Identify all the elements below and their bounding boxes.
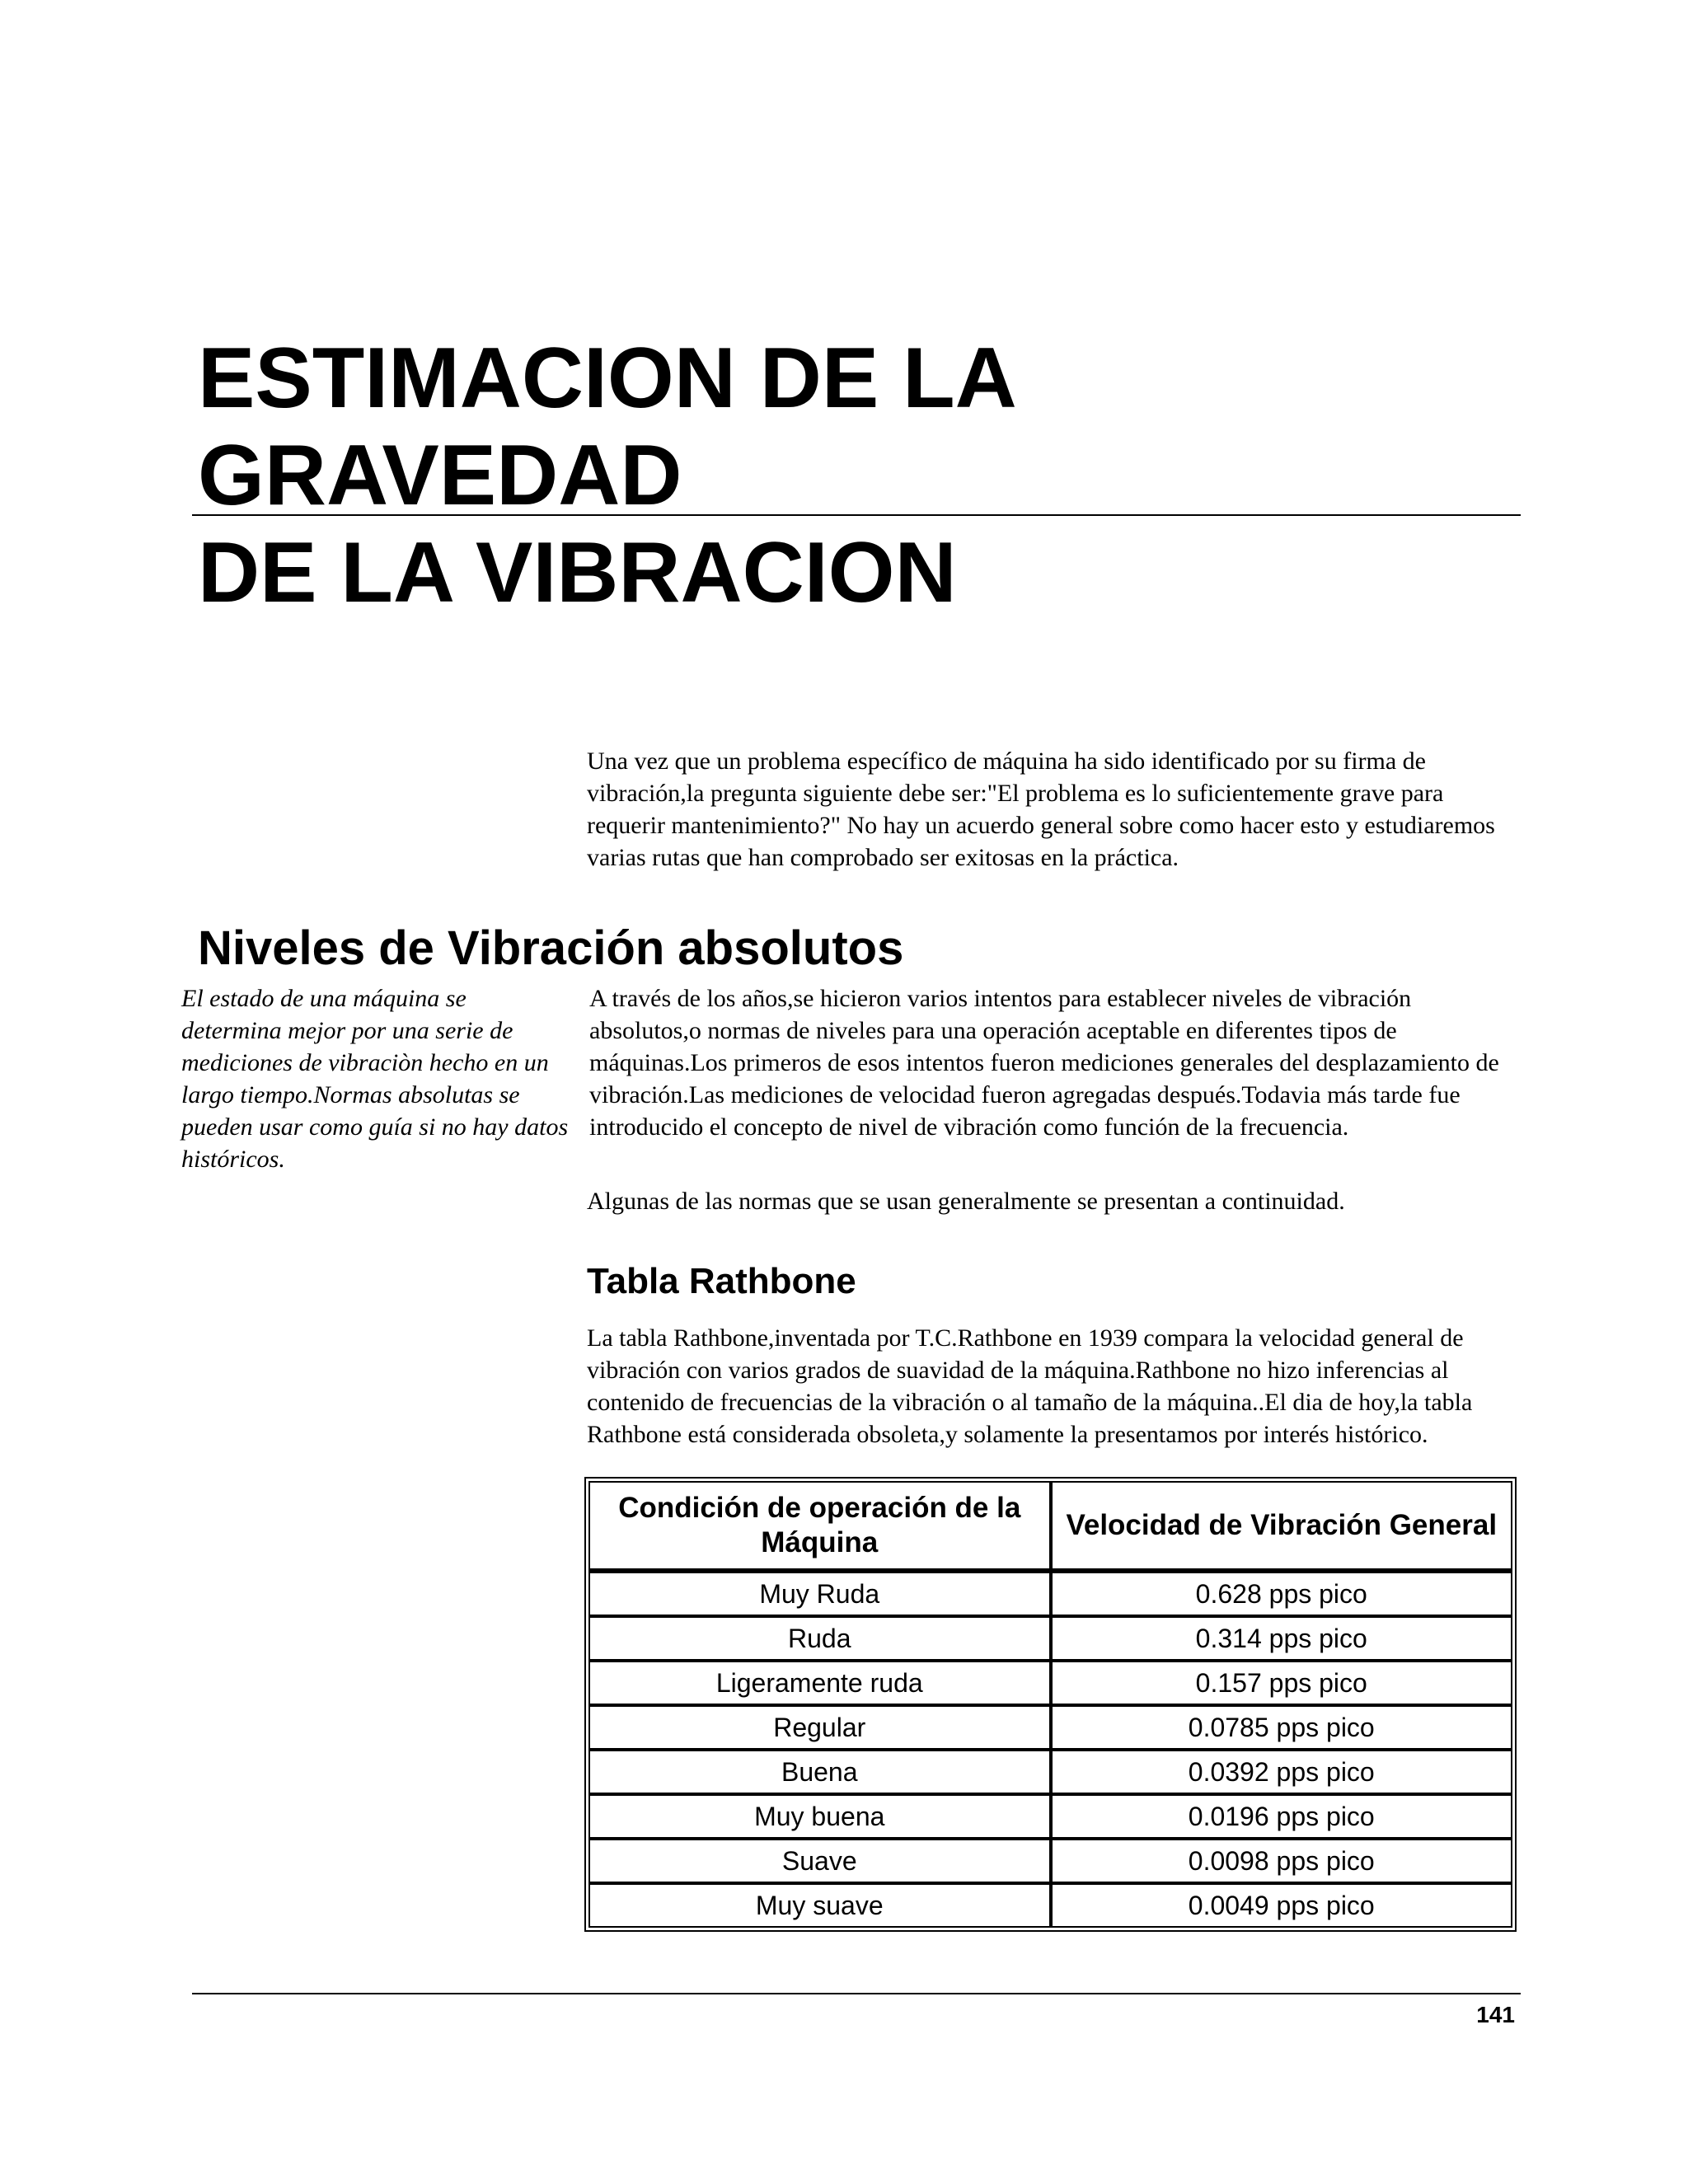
velocity-cell: 0.0098 pps pico (1051, 1839, 1513, 1883)
section-heading: Niveles de Vibración absolutos (198, 921, 904, 975)
table-row (588, 1570, 1512, 1616)
condition-cell: Muy Ruda (588, 1570, 1051, 1616)
section-paragraph-1: A través de los años,se hicieron varios intentos para establecer niveles de vibración absolutos,o normas de niveles para una operación aceptable en diferentes tipos de máquinas.Los primeros de esos intentos fueron mediciones generales del desplazamiento de vibración.Las mediciones de velocidad fueron agregadas después.Todavia más tarde fue introducido el concepto de nivel de vibración como función de la frecuencia. (589, 985, 1499, 1141)
condition-cell: Regular (588, 1705, 1051, 1750)
subsection-heading: Tabla Rathbone (587, 1261, 856, 1301)
condition-cell: Buena (588, 1750, 1051, 1794)
table-row (588, 1661, 1512, 1705)
page-number: 141 (1476, 2002, 1515, 2027)
intro-paragraph: Una vez que un problema específico de máquina ha sido identificado por su firma de vibración,la pregunta siguiente debe ser:"El problema es lo suficientemente grave para requerir mantenimiento?" No hay un acuerdo general sobre como hacer esto y estudiaremos varias rutas que han comprobado ser exitosas en la práctica. (587, 748, 1495, 871)
condition-cell: Ligeramente ruda (588, 1661, 1051, 1705)
condition-cell: Suave (588, 1839, 1051, 1883)
velocity-cell: 0.628 pps pico (1051, 1570, 1513, 1616)
velocity-cell: 0.0785 pps pico (1051, 1705, 1513, 1750)
title-line-2: DE LA VIBRACION (198, 525, 957, 621)
title-line-1: ESTIMACION DE LA GRAVEDAD (198, 330, 1014, 523)
velocity-cell: 0.314 pps pico (1051, 1616, 1513, 1661)
velocity-cell: 0.0392 pps pico (1051, 1750, 1513, 1794)
column-header-velocity: Velocidad de Vibración General (1051, 1481, 1513, 1570)
condition-cell: Muy suave (588, 1883, 1051, 1928)
title-divider (192, 514, 1521, 516)
page-title (198, 330, 1517, 621)
subsection-paragraph: La tabla Rathbone,inventada por T.C.Rathbone en 1939 compara la velocidad general de vibración con varios grados de suavidad de la máquina.Rathbone no hizo inferencias al contenido de frecuencias de la vibración o al tamaño de la máquina..El dia de hoy,la tabla Rathbone está considerada obsoleta,y solamente la presentamos por interés histórico. (587, 1324, 1473, 1448)
footer-divider (192, 1993, 1521, 1994)
velocity-cell: 0.0196 pps pico (1051, 1794, 1513, 1839)
table-row (588, 1839, 1512, 1883)
velocity-cell: 0.0049 pps pico (1051, 1883, 1513, 1928)
condition-cell: Muy buena (588, 1794, 1051, 1839)
table-row (588, 1750, 1512, 1794)
margin-note: El estado de una máquina se determina mejor por una serie de mediciones de vibraciòn hecho en un largo tiempo.Normas absolutas se pueden usar como guía si no hay datos históricos. (181, 985, 569, 1173)
column-header-condition: Condición de operación de la Máquina (588, 1481, 1051, 1570)
section-paragraph-2: Algunas de las normas que se usan generalmente se presentan a continuidad. (587, 1188, 1345, 1215)
table-row (588, 1705, 1512, 1750)
rathbone-table (584, 1477, 1517, 1932)
table-row (588, 1883, 1512, 1928)
condition-cell: Ruda (588, 1616, 1051, 1661)
table-header-row (588, 1481, 1512, 1570)
table-row (588, 1794, 1512, 1839)
velocity-cell: 0.157 pps pico (1051, 1661, 1513, 1705)
table-row (588, 1616, 1512, 1661)
